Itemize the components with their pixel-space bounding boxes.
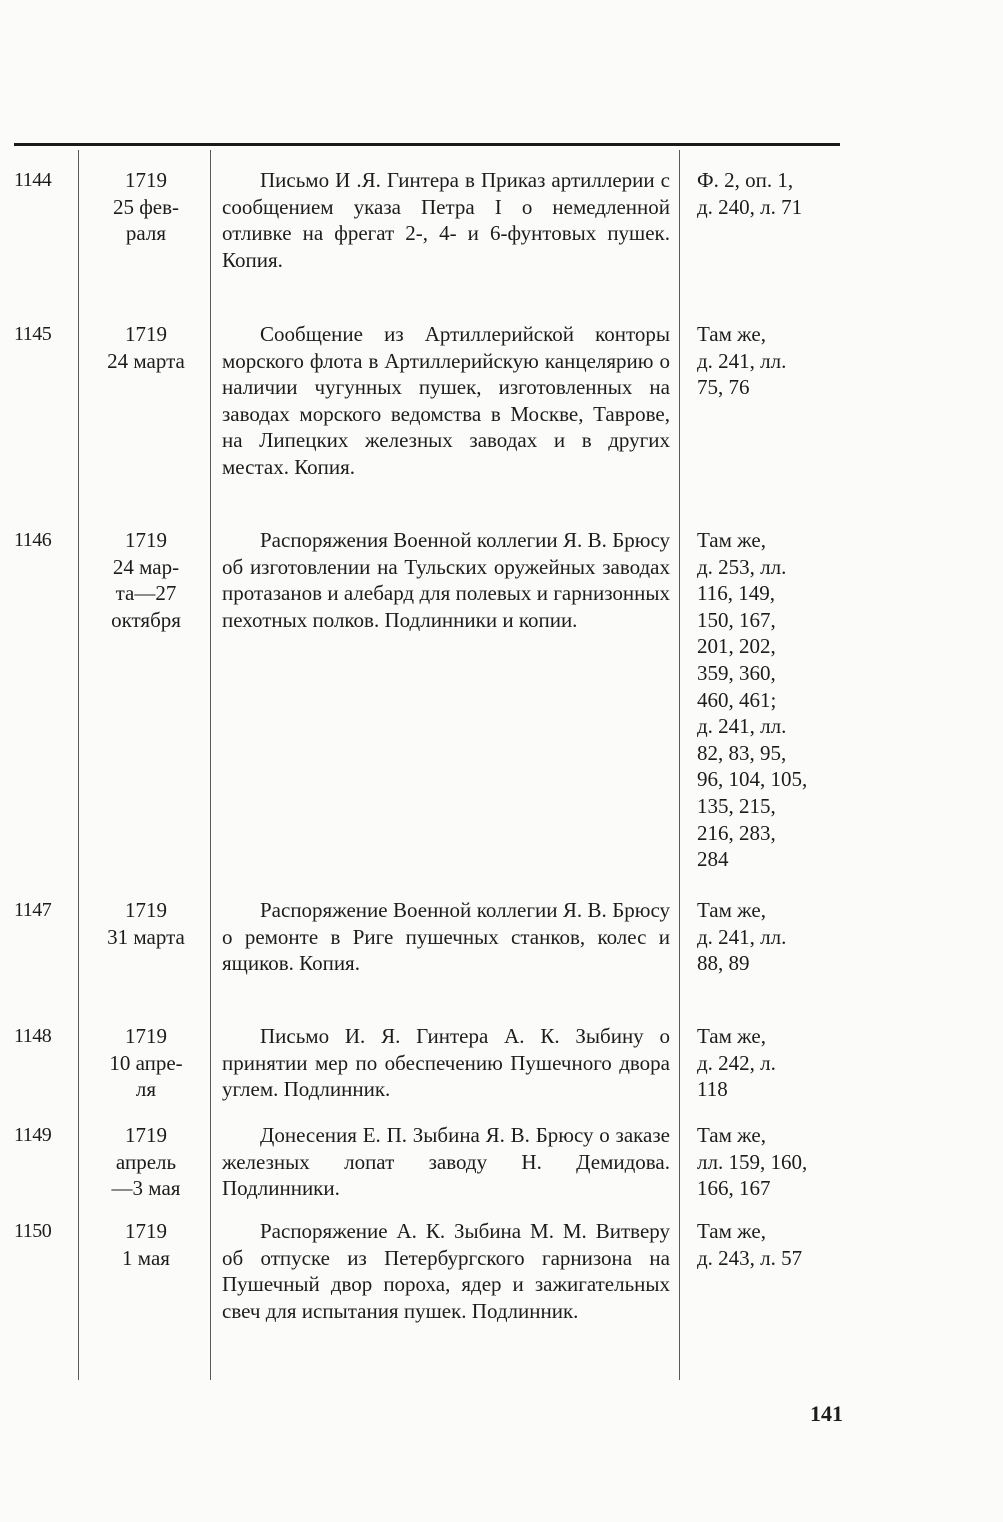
record-reference: Там же, д. 241, лл. 75, 76: [697, 322, 787, 400]
record-date: 1719 24 мар- та—27 октября: [111, 528, 181, 632]
record-number: 1148: [14, 1025, 52, 1047]
record-date: 1719 10 апре- ля: [109, 1024, 183, 1102]
record-reference: Там же, д. 241, лл. 88, 89: [697, 898, 787, 976]
top-rule: [14, 143, 840, 146]
record-description: Письмо И .Я. Гинтера в Приказ артиллерии с сообщением указа Петра I о немедленной отливке на фрегат 2-, 4- и 6-фунтовых пушек. Копия.: [222, 168, 670, 272]
column-divider-date: [210, 150, 211, 1380]
record-number: 1149: [14, 1124, 52, 1146]
record-reference: Там же, д. 253, лл. 116, 149, 150, 167, 201, 202, 359, 360, 460, 461; д. 241, лл. 82, 83, 95, 96, 104, 105, 135, 215, 216, 283, 284: [697, 528, 808, 872]
record-reference: Там же, лл. 159, 160, 166, 167: [697, 1123, 808, 1201]
column-divider-number: [78, 150, 79, 1380]
record-reference: Там же, д. 242, л. 118: [697, 1024, 776, 1102]
record-date: 1719 24 марта: [107, 322, 185, 373]
record-number: 1147: [14, 899, 52, 921]
record-description: Сообщение из Артиллерийской конторы морского флота в Артиллерийскую канцелярию о наличии чугунных пушек, изготовленных на заводах морского ведомства в Москве, Таврове, на Липецких железных заводах и в других местах. Копия.: [222, 322, 670, 479]
record-number: 1144: [14, 169, 52, 191]
page-number: 141: [810, 1401, 843, 1426]
record-reference: Ф. 2, оп. 1, д. 240, л. 71: [697, 168, 803, 219]
record-date: 1719 апрель —3 мая: [111, 1123, 181, 1201]
record-description: Распоряжения Военной коллегии Я. В. Брюсу об изготовлении на Тульских оружейных заводах протазанов и алебард для полевых и гарнизонных пехотных полков. Подлинники и копии.: [222, 528, 670, 632]
record-date: 1719 25 фев- раля: [112, 168, 180, 246]
record-number: 1146: [14, 529, 52, 551]
record-date: 1719 31 марта: [107, 898, 185, 949]
record-number: 1145: [14, 323, 52, 345]
record-description: Распоряжение Военной коллегии Я. В. Брюсу о ремонте в Риге пушечных станков, колес и ящиков. Копия.: [222, 898, 670, 976]
record-reference: Там же, д. 243, л. 57: [697, 1219, 803, 1270]
record-number: 1150: [14, 1220, 52, 1242]
record-description: Распоряжение А. К. Зыбина М. М. Витверу об отпуске из Петербургского гарнизона на Пушечный двор пороха, ядер и зажигательных свеч для испытания пушек. Подлинник.: [222, 1219, 670, 1323]
record-description: Донесения Е. П. Зыбина Я. В. Брюсу о заказе железных лопат заводу Н. Демидова. Подлинники.: [222, 1123, 670, 1201]
record-description: Письмо И. Я. Гинтера А. К. Зыбину о принятии мер по обеспечению Пушечного двора углем. Подлинник.: [222, 1024, 670, 1102]
column-divider-reference: [679, 150, 680, 1380]
record-date: 1719 1 мая: [122, 1219, 170, 1270]
